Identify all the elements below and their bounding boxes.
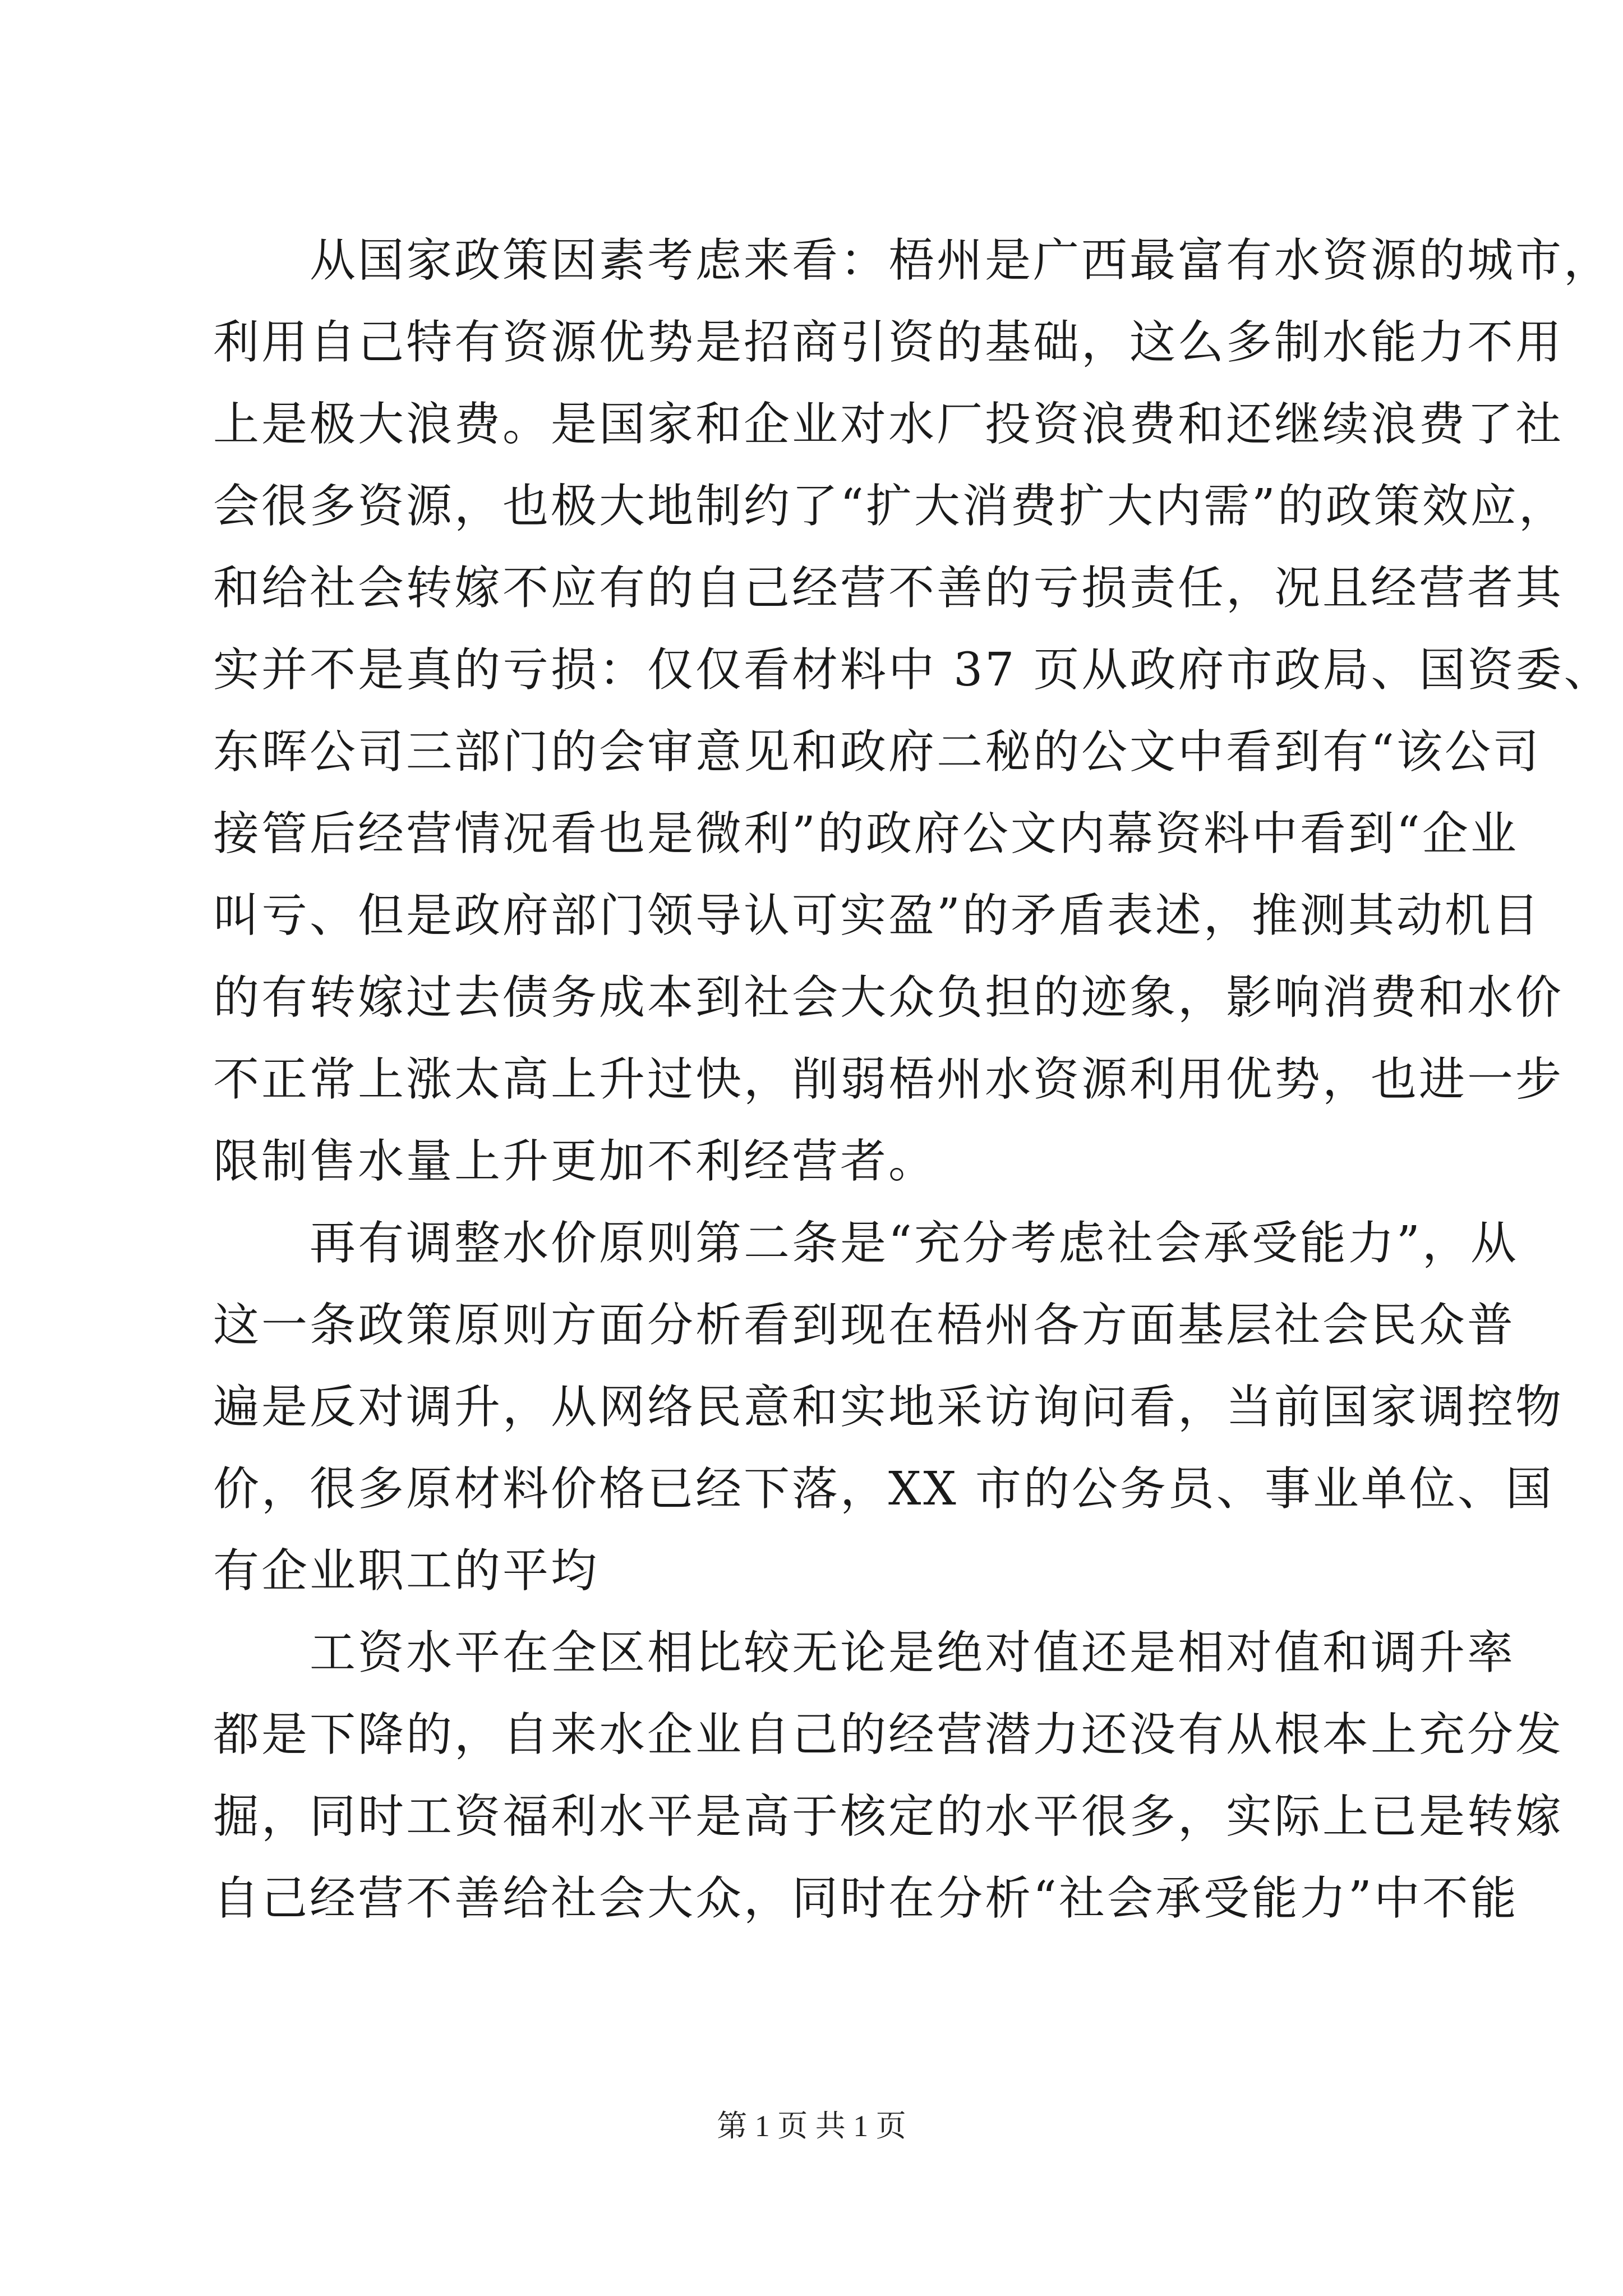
text-line: 的有转嫁过去债务成本到社会大众负担的迹象，影响消费和水价 xyxy=(213,971,1564,1024)
text-line: 都是下降的，自来水企业自己的经营潜力还没有从根本上充分发 xyxy=(213,1708,1564,1761)
text-line: 限制售水量上升更加不利经营者。 xyxy=(213,1135,937,1188)
text-line: 自己经营不善给社会大众，同时在分析“社会承受能力”中不能 xyxy=(213,1872,1519,1925)
text-line: 东晖公司三部门的会审意见和政府二秘的公文中看到有“该公司 xyxy=(213,725,1541,779)
text-line: 工资水平在全区相比较无论是绝对值还是相对值和调升率 xyxy=(310,1626,1516,1680)
text-line: 会很多资源，也极大地制约了“扩大消费扩大内需”的政策效应， xyxy=(213,480,1567,533)
page-footer xyxy=(0,2106,1623,2146)
text-line: 这一条政策原则方面分析看到现在梧州各方面基层社会民众普 xyxy=(213,1299,1516,1352)
text-line: 接管后经营情况看也是微利”的政府公文内幕资料中看到“企业 xyxy=(213,807,1519,861)
text-line: 利用自己特有资源优势是招商引资的基础，这么多制水能力不用 xyxy=(213,316,1564,369)
text-line: 不正常上涨太高上升过快，削弱梧州水资源利用优势，也进一步 xyxy=(213,1053,1564,1106)
paragraph-1 xyxy=(213,220,1612,1203)
text-line: 实并不是真的亏损：仅仅看材料中 37 页从政府市政局、国资委、 xyxy=(213,643,1612,697)
text-line: 叫亏、但是政府部门领导认可实盈”的矛盾表述，推测其动机目 xyxy=(213,889,1541,942)
text-line: 掘，同时工资福利水平是高于核定的水平很多，实际上已是转嫁 xyxy=(213,1790,1564,1843)
text-line: 遍是反对调升，从网络民意和实地采访询问看，当前国家调控物 xyxy=(213,1381,1564,1434)
body-text xyxy=(213,220,1612,1940)
text-line: 和给社会转嫁不应有的自己经营不善的亏损责任，况且经营者其 xyxy=(213,562,1564,615)
text-line: 从国家政策因素考虑来看：梧州是广西最富有水资源的城市， xyxy=(310,234,1612,287)
page-number-label: 第 1 页 共 1 页 xyxy=(717,2109,906,2143)
text-line: 上是极大浪费。是国家和企业对水厂投资浪费和还继续浪费了社 xyxy=(213,398,1564,451)
text-line: 再有调整水价原则第二条是“充分考虑社会承受能力”，从 xyxy=(310,1217,1519,1270)
text-line: 有企业职工的平均 xyxy=(213,1544,600,1598)
text-line: 价，很多原材料价格已经下落，XX 市的公务员、事业单位、国 xyxy=(213,1462,1554,1516)
paragraph-3 xyxy=(213,1612,1564,1940)
paragraph-2 xyxy=(213,1203,1564,1612)
